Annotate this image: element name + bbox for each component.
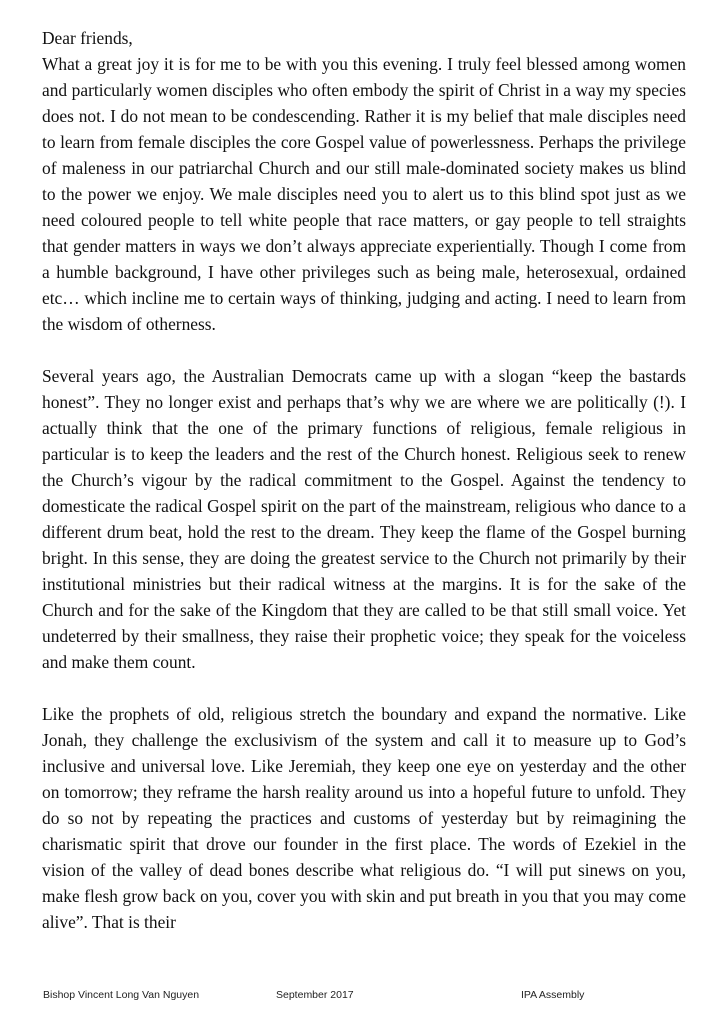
footer-event: IPA Assembly: [521, 989, 585, 1001]
paragraph-2: Several years ago, the Australian Democrats came up with a slogan “keep the bastards honest”. They no longer exist and perhaps that’s why we are where we are politically (!). I actually think that the one of the primary functions of religious, female religious in particular is to keep the leaders and the rest of the Church honest. Religious seek to renew the Church’s vigour by the radical commitment to the Gospel. Against the tendency to domesticate the radical Gospel spirit on the part of the mainstream, religious who dance to a different drum beat, hold the rest to the dream. They keep the flame of the Gospel burning bright. In this sense, they are doing the greatest service to the Church not primarily by their institutional ministries but their radical witness at the margins. It is for the sake of the Church and for the sake of the Kingdom that they are called to be that still small voice. Yet undeterred by their smallness, they raise their prophetic voice; they speak for the voiceless and make them count.: [42, 366, 686, 672]
footer-author: Bishop Vincent Long Van Nguyen: [43, 989, 200, 1001]
paragraph-gap: [42, 675, 686, 701]
paragraph-3: Like the prophets of old, religious stretch the boundary and expand the normative. Like Jonah, they challenge the exclusivism of the system and call it to measure up to God’s inclusive and universal love. Like Jeremiah, they keep one eye on yesterday and the other on tomorrow; they reframe the harsh reality around us into a hopeful future to unfold. They do so not by repeating the practices and customs of yesterday but by reimagining the charismatic spirit that drove our founder in the first place. The words of Ezekiel in the vision of the valley of dead bones describe what religious do. “I will put sinews on you, make flesh grow back on you, cover you with skin and put breath in you that you may come alive”. That is their: [42, 704, 686, 932]
salutation: Dear friends,: [42, 28, 133, 48]
letter-body: [42, 25, 686, 935]
page-footer: [0, 989, 720, 1005]
footer-date: September 2017: [276, 989, 354, 1001]
paragraph-gap: [42, 337, 686, 363]
paragraph-1: What a great joy it is for me to be with you this evening. I truly feel blessed among women and particularly women disciples who often embody the spirit of Christ in a way my species does not. I do not mean to be condescending. Rather it is my belief that male disciples need to learn from female disciples the core Gospel value of powerlessness. Perhaps the privilege of maleness in our patriarchal Church and our still male-dominated society makes us blind to the power we enjoy. We male disciples need you to alert us to this blind spot just as we need coloured people to tell white people that race matters, or gay people to tell straights that gender matters in ways we don’t always appreciate experientially. Though I come from a humble background, I have other privileges such as being male, heterosexual, ordained etc… which incline me to certain ways of thinking, judging and acting. I need to learn from the wisdom of otherness.: [42, 54, 686, 334]
